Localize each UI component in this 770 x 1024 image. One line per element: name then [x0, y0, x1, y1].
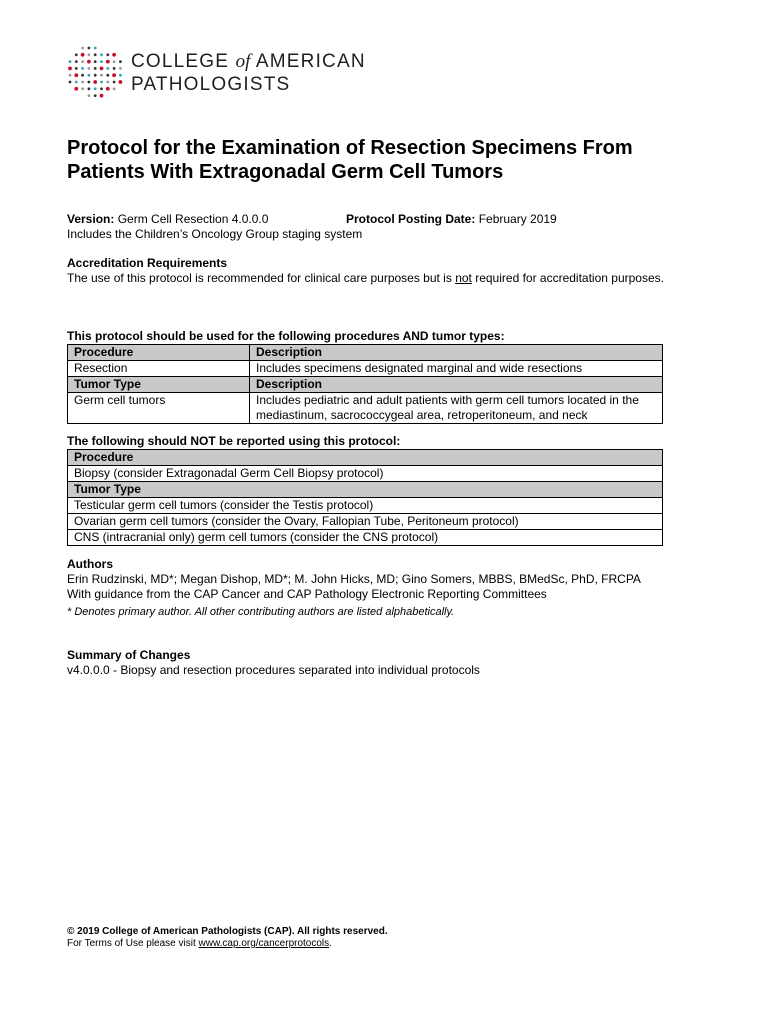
table-cell: CNS (intracranial only) germ cell tumors (consider the CNS protocol) [68, 530, 663, 546]
table-cell: Testicular germ cell tumors (consider the Testis protocol) [68, 498, 663, 514]
cap-logo-text: COLLEGE of AMERICAN PATHOLOGISTS [131, 51, 366, 95]
version-note: Includes the Children’s Oncology Group staging system [67, 227, 363, 241]
summary-text: v4.0.0.0 - Biopsy and resection procedures separated into individual protocols [67, 663, 480, 677]
table-header-row [68, 450, 663, 466]
cap-logo-dots-icon [67, 44, 123, 100]
authors-heading: Authors [67, 557, 113, 571]
footer [67, 926, 388, 950]
authors-names: Erin Rudzinski, MD*; Megan Dishop, MD*; M. John Hicks, MD; Gino Somers, MBBS, BMedSc, PhD, FRCPA [67, 572, 641, 586]
table-row [68, 530, 663, 546]
table-header-row [68, 482, 663, 498]
table-cell: Tumor Type [68, 482, 663, 498]
summary-heading: Summary of Changes [67, 648, 191, 662]
table-cell: Germ cell tumors [68, 393, 250, 424]
accreditation-text: The use of this protocol is recommended for clinical care purposes but is not required for accreditation purposes. [67, 271, 664, 285]
table-header-row [68, 377, 663, 393]
use-table [67, 344, 663, 424]
table-row [68, 498, 663, 514]
table-row [68, 466, 663, 482]
table-cell: Includes specimens designated marginal and wide resections [250, 361, 663, 377]
authors-note: * Denotes primary author. All other contributing authors are listed alphabetically. [67, 606, 455, 618]
table-cell: Description [250, 377, 663, 393]
accreditation-section [67, 256, 667, 286]
copyright: © 2019 College of American Pathologists (CAP). All rights reserved. [67, 926, 388, 937]
table-cell: Tumor Type [68, 377, 250, 393]
table-row [68, 514, 663, 530]
table-row [68, 393, 663, 424]
table-cell: Description [250, 345, 663, 361]
not-table [67, 449, 663, 546]
use-section [67, 329, 667, 424]
document-title: Protocol for the Examination of Resection Specimens From Patients With Extragonadal Germ Cell Tumors [67, 137, 633, 183]
accreditation-heading: Accreditation Requirements [67, 256, 228, 270]
version-info: Version: Germ Cell Resection 4.0.0.0 Protocol Posting Date: February 2019 Includes the Children’s Oncology Group staging system [67, 212, 707, 242]
table-header-row [68, 345, 663, 361]
table-cell: Procedure [68, 345, 250, 361]
not-table-heading: The following should NOT be reported using this protocol: [67, 434, 401, 448]
summary-section [67, 648, 667, 678]
terms-line: For Terms of Use please visit www.cap.org/cancerprotocols. [67, 938, 332, 949]
table-cell: Biopsy (consider Extragonadal Germ Cell Biopsy protocol) [68, 466, 663, 482]
table-row [68, 361, 663, 377]
table-cell: Procedure [68, 450, 663, 466]
not-section [67, 434, 667, 546]
table-cell: Includes pediatric and adult patients with germ cell tumors located in the mediastinum, sacrococcygeal area, retroperitoneum, and neck [250, 393, 663, 424]
terms-link[interactable]: www.cap.org/cancerprotocols [198, 938, 330, 949]
cap-logo [67, 44, 367, 100]
use-table-heading: This protocol should be used for the following procedures AND tumor types: [67, 329, 505, 343]
authors-guidance: With guidance from the CAP Cancer and CAP Pathology Electronic Reporting Committees [67, 587, 547, 601]
authors-section [67, 557, 707, 620]
table-cell: Ovarian germ cell tumors (consider the Ovary, Fallopian Tube, Peritoneum protocol) [68, 514, 663, 530]
table-cell: Resection [68, 361, 250, 377]
